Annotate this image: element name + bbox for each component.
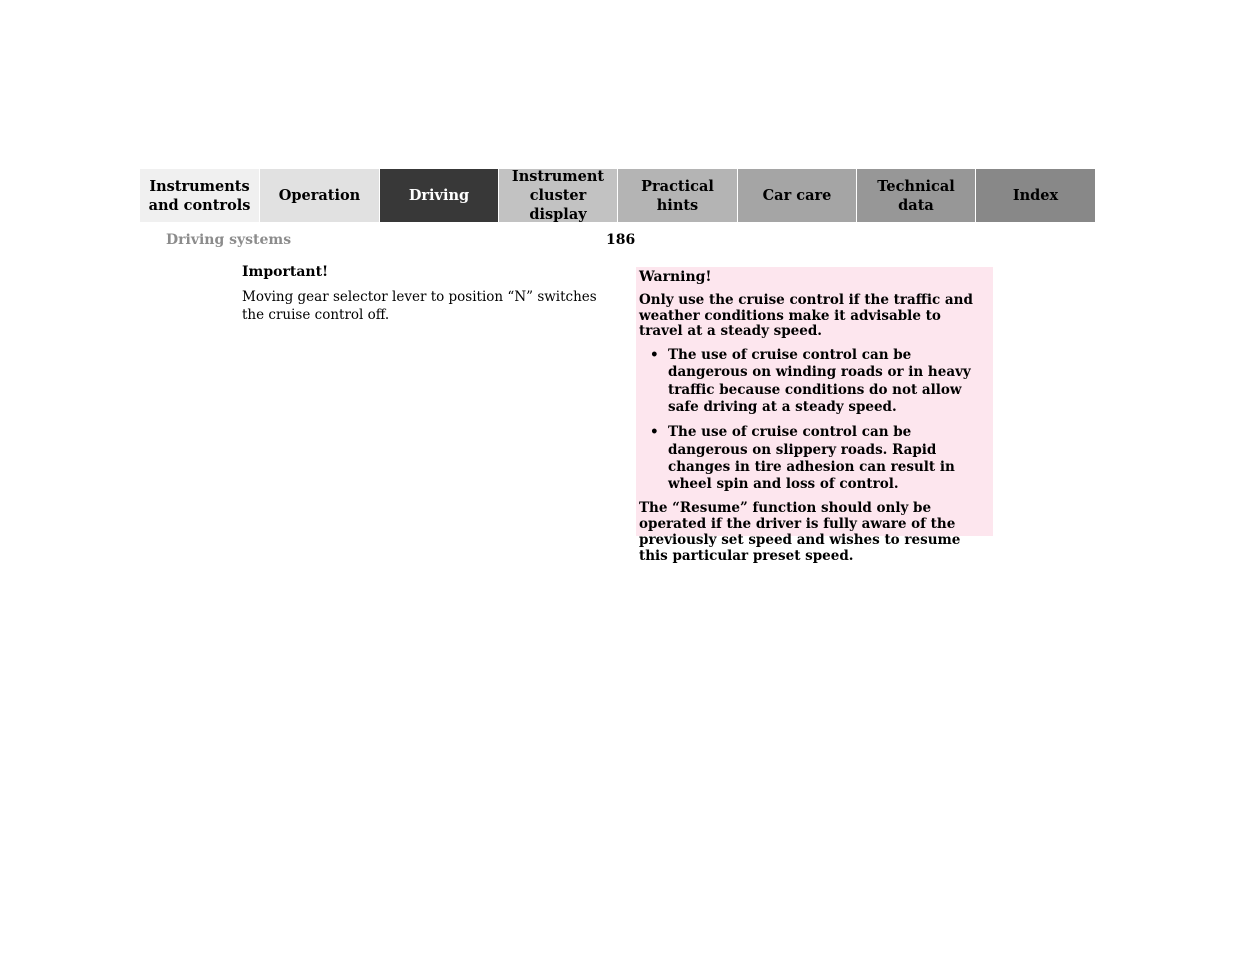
- tab-instrument-cluster-display[interactable]: [499, 169, 618, 222]
- warning-list-item-text: The use of cruise control can be dangerous on slippery roads. Rapid changes in tire adhesion can result in wheel spin and loss of control.: [668, 424, 955, 493]
- bullet-icon: •: [650, 347, 659, 364]
- tab-label: Operation: [278, 187, 361, 204]
- warning-outro: The “Resume” function should only be operated if the driver is fully aware of the previously set speed and wishes to resume this particular preset speed.: [639, 500, 961, 564]
- warning-list: [639, 347, 987, 493]
- tab-operation[interactable]: [260, 169, 380, 222]
- tab-label: Practical hints: [641, 177, 714, 214]
- tab-practical-hints[interactable]: [618, 169, 738, 222]
- important-note: [242, 263, 612, 324]
- warning-list-item-text: The use of cruise control can be dangerous on winding roads or in heavy traffic because conditions do not allow safe driving at a steady speed.: [668, 347, 971, 415]
- important-heading: Important!: [242, 264, 329, 280]
- important-text: Moving gear selector lever to position “N” switches the cruise control off.: [242, 289, 597, 323]
- tab-label: Car care: [762, 187, 832, 204]
- tab-label: Instrument cluster display: [511, 168, 605, 223]
- tab-driving[interactable]: [380, 169, 499, 222]
- warning-heading: Warning!: [639, 269, 712, 285]
- warning-box: [636, 267, 993, 564]
- chapter-navigation: [140, 169, 1095, 222]
- tab-instruments-and-controls[interactable]: [140, 169, 260, 222]
- tab-index[interactable]: [976, 169, 1095, 222]
- tab-label: Instruments and controls: [148, 177, 251, 214]
- warning-list-item: [639, 347, 987, 416]
- page-number: 186: [606, 232, 636, 248]
- bullet-icon: •: [650, 424, 659, 441]
- section-title: Driving systems: [166, 232, 292, 248]
- tab-technical-data[interactable]: [857, 169, 976, 222]
- tab-label: Technical data: [877, 177, 955, 214]
- tab-label: Index: [1012, 187, 1059, 204]
- tab-label: Driving: [408, 187, 470, 204]
- warning-intro: Only use the cruise control if the traffic and weather conditions make it advisable to travel at a steady speed.: [639, 292, 973, 340]
- tab-car-care[interactable]: [738, 169, 857, 222]
- warning-list-item: [639, 424, 987, 493]
